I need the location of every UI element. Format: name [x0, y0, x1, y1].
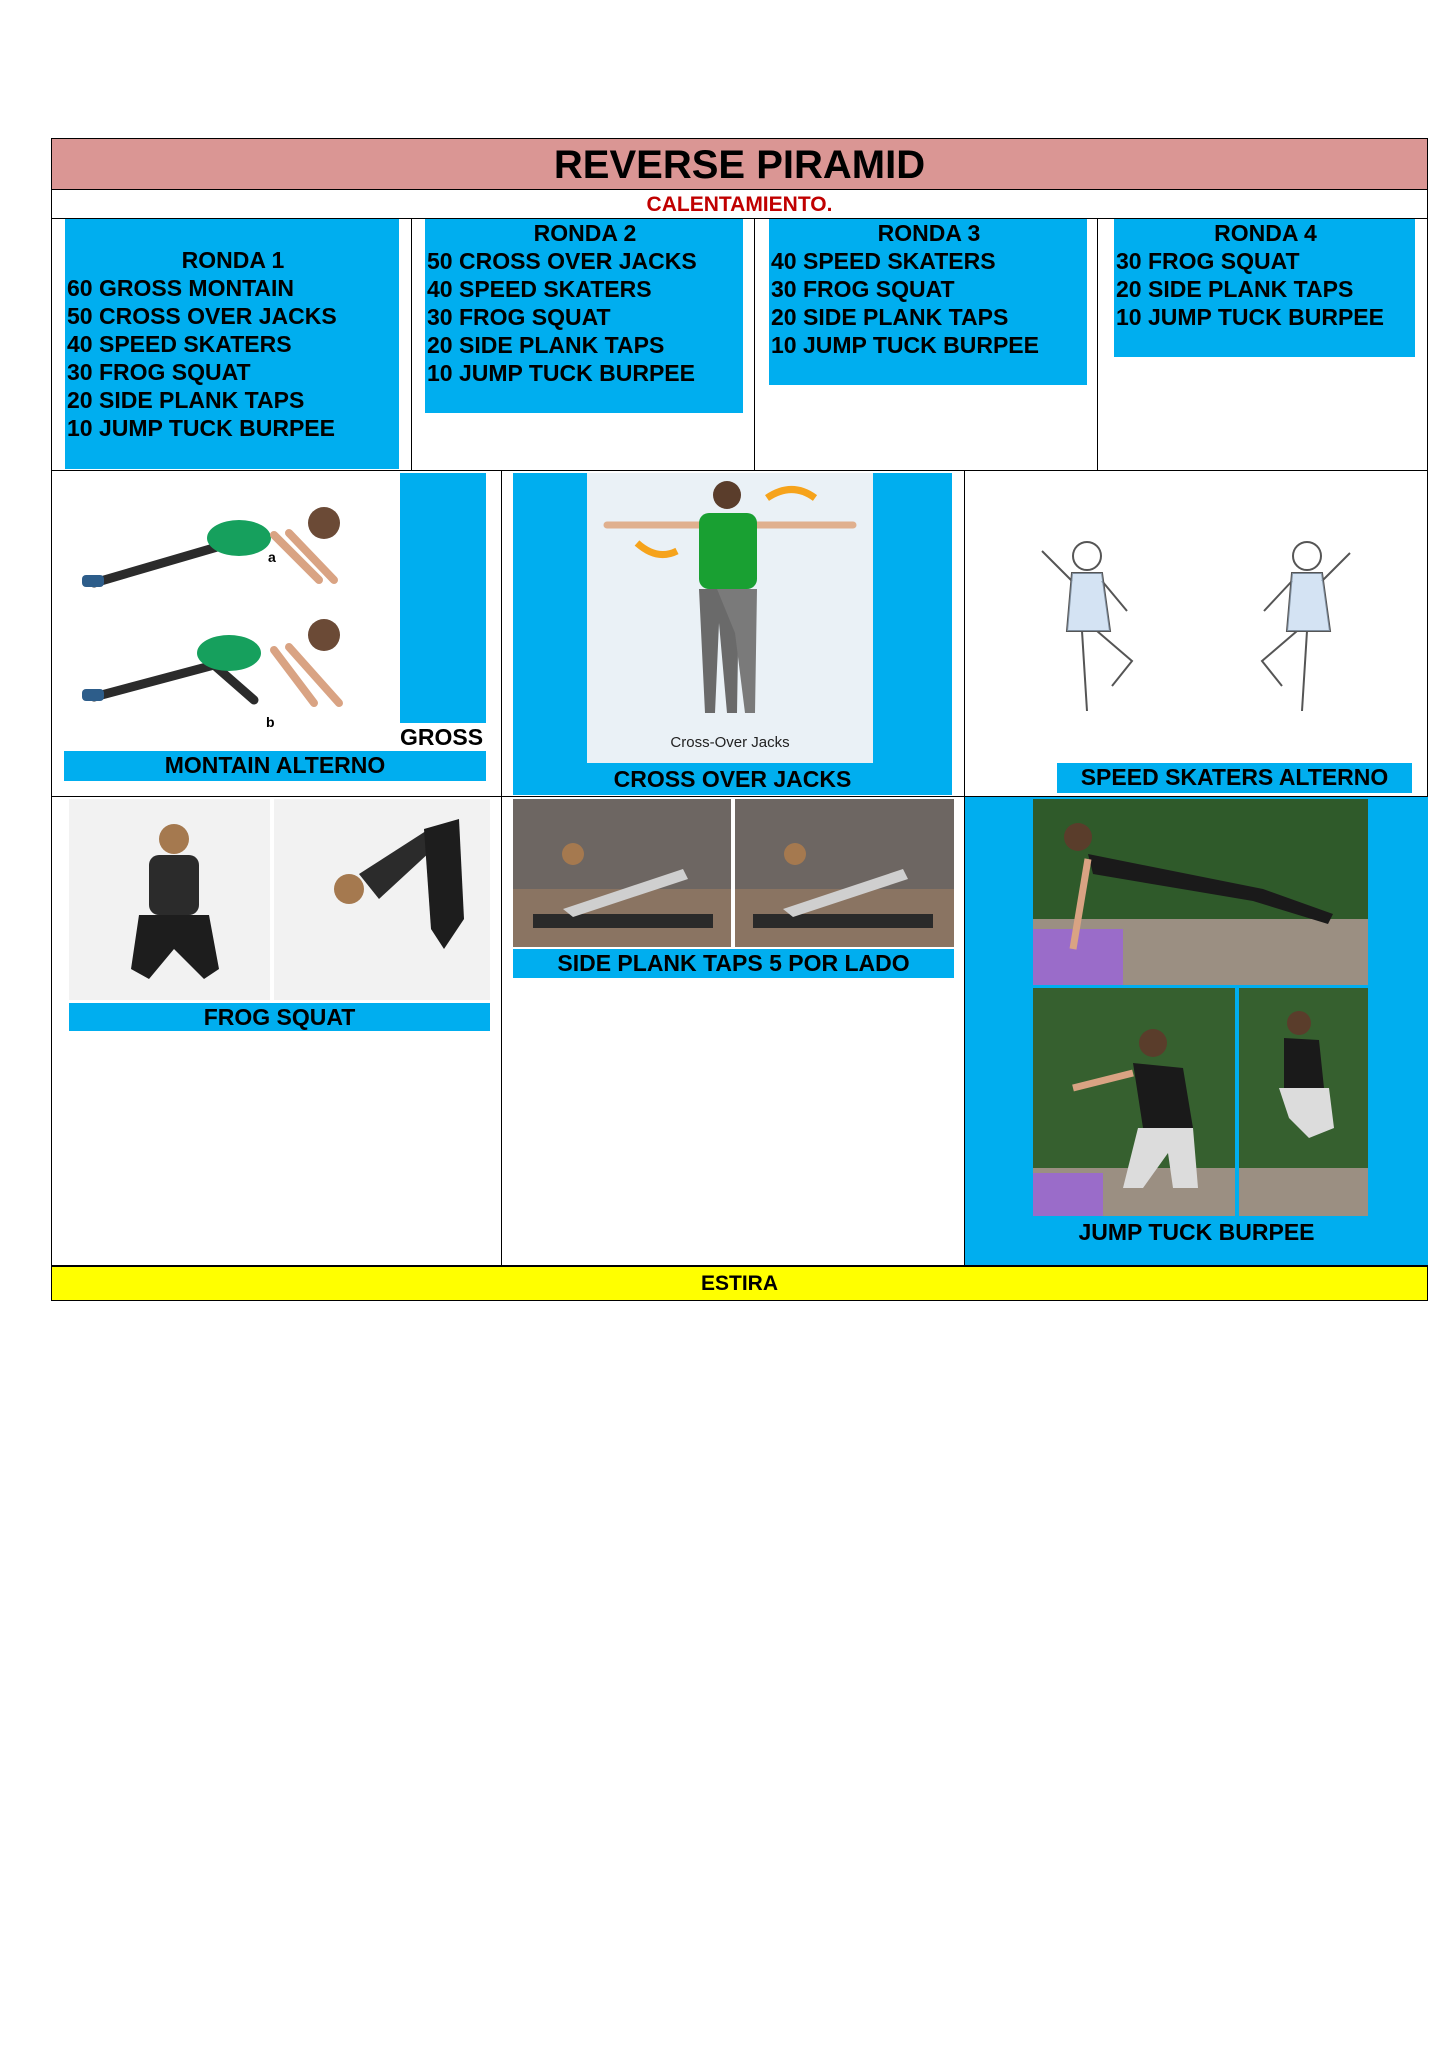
round-1-block: [65, 219, 399, 469]
side-plank-caption: SIDE PLANK TAPS 5 POR LADO: [513, 949, 954, 978]
round-2-block: [425, 219, 743, 413]
round-3-block: [769, 219, 1087, 385]
plank-mark-b: b: [266, 714, 275, 730]
side-plank-photo: [513, 799, 954, 947]
round-4-label: RONDA 4: [1214, 220, 1317, 246]
burpee-plank-photo: [1033, 799, 1368, 985]
gross-label: GROSS: [400, 723, 486, 751]
round-2-item: 10 JUMP TUCK BURPEE: [427, 360, 695, 386]
burpee-jump-photo: [1239, 988, 1368, 1216]
jump-tuck-burpee-caption: JUMP TUCK BURPEE: [1078, 1219, 1315, 1245]
plank-mark-a: a: [268, 549, 276, 565]
burpee-squat-photo: [1033, 988, 1235, 1216]
round-4-item: 20 SIDE PLANK TAPS: [1116, 276, 1354, 302]
round-1-item: 40 SPEED SKATERS: [67, 331, 292, 357]
cross-over-photo-label: Cross-Over Jacks: [670, 734, 790, 751]
round-4-item: 30 FROG SQUAT: [1116, 248, 1300, 274]
round-2-item: 20 SIDE PLANK TAPS: [427, 332, 665, 358]
round-1-item: 30 FROG SQUAT: [67, 359, 251, 385]
round-1-item: 60 GROSS MONTAIN: [67, 275, 295, 301]
cross-over-jacks-photo: [587, 473, 873, 763]
speed-skaters-illustration: [1012, 511, 1372, 736]
round-1-item: 50 CROSS OVER JACKS: [67, 303, 337, 329]
cross-over-jacks-caption: CROSS OVER JACKS: [513, 765, 952, 795]
page-title: REVERSE PIRAMID: [51, 138, 1428, 190]
round-4-item: 10 JUMP TUCK BURPEE: [1116, 304, 1384, 330]
round-1-label: RONDA 1: [181, 247, 285, 273]
round-3-item: 10 JUMP TUCK BURPEE: [771, 332, 1039, 358]
exercise-grid: [51, 471, 1428, 1266]
frog-squat-photo: [69, 799, 490, 1000]
round-3-item: 20 SIDE PLANK TAPS: [771, 304, 1009, 330]
rounds-row: [51, 219, 1428, 471]
round-1-item: 20 SIDE PLANK TAPS: [67, 387, 305, 413]
round-1-item: 10 JUMP TUCK BURPEE: [67, 415, 335, 441]
speed-skaters-caption: SPEED SKATERS ALTERNO: [1057, 763, 1412, 793]
mountain-climber-photo: [64, 475, 400, 753]
round-2-item: 50 CROSS OVER JACKS: [427, 248, 697, 274]
gross-side-panel: [400, 473, 486, 741]
stretch-footer: ESTIRA: [51, 1266, 1428, 1301]
round-2-label: RONDA 2: [533, 220, 637, 246]
round-4-block: [1114, 219, 1415, 357]
round-3-label: RONDA 3: [877, 220, 981, 246]
round-2-item: 30 FROG SQUAT: [427, 304, 611, 330]
frog-squat-caption: FROG SQUAT: [69, 1003, 490, 1031]
gross-montain-caption: MONTAIN ALTERNO: [64, 751, 486, 781]
round-3-item: 30 FROG SQUAT: [771, 276, 955, 302]
round-3-item: 40 SPEED SKATERS: [771, 248, 996, 274]
round-2-item: 40 SPEED SKATERS: [427, 276, 652, 302]
warmup-subtitle: CALENTAMIENTO.: [51, 190, 1428, 219]
